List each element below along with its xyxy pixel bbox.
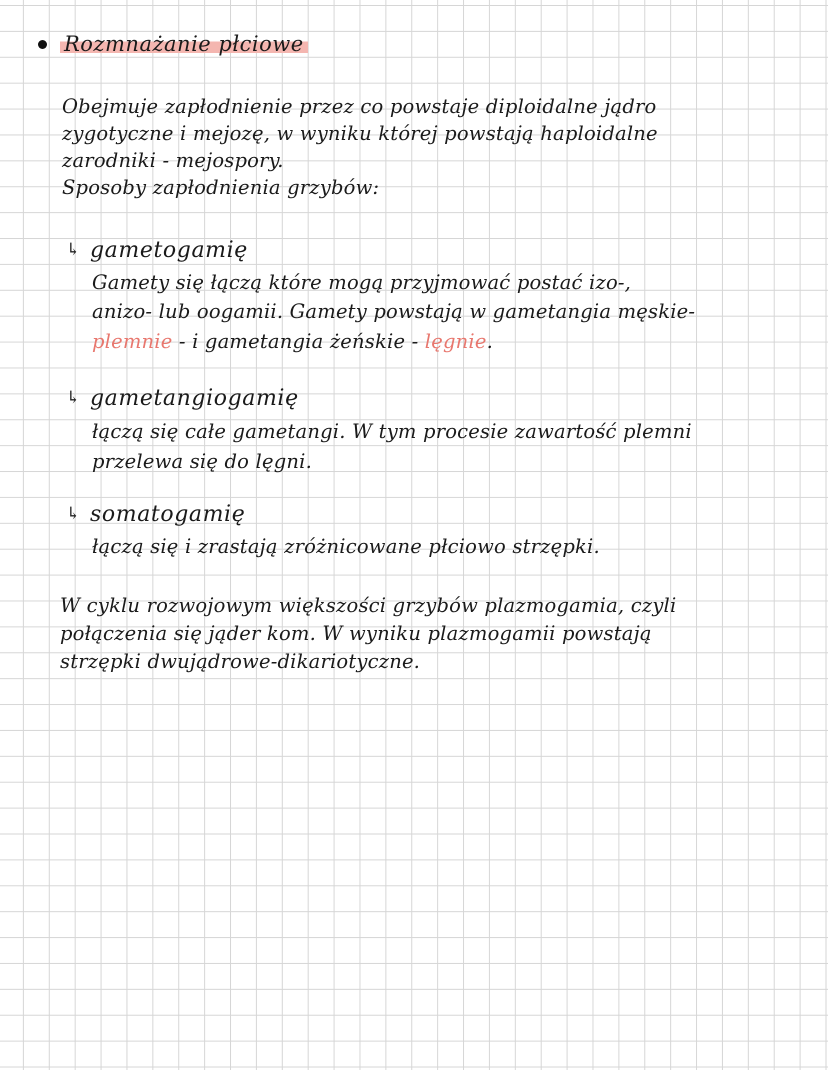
highlight-plemnie: plemnie xyxy=(92,330,173,353)
closing-line-3: strzępki dwujądrowe-dikariotyczne. xyxy=(60,650,421,673)
method-3-line-1: łączą się i zrastają zróżnicowane płciowo strzępki. xyxy=(92,535,600,558)
method-1-line-3 xyxy=(92,330,493,353)
method-1-line-1: Gamety się łączą które mogą przyjmować postać izo-, xyxy=(92,271,632,294)
bullet-icon xyxy=(38,40,47,49)
page-heading: Rozmnażanie płciowe xyxy=(60,32,308,56)
method-1-line-3-mid: - i gametangia żeńskie - xyxy=(172,330,425,353)
arrow-icon: ↳ xyxy=(66,504,81,524)
intro-line-4: Sposoby zapłodnienia grzybów: xyxy=(62,176,380,199)
arrow-icon: ↳ xyxy=(66,240,81,260)
method-3-title: somatogamię xyxy=(90,502,246,527)
method-1-line-2: anizo- lub oogamii. Gamety powstają w gametangia męskie- xyxy=(92,300,696,323)
closing-line-1: W cyklu rozwojowym większości grzybów plazmogamia, czyli xyxy=(60,594,677,617)
intro-line-1: Obejmuje zapłodnienie przez co powstaje diploidalne jądro xyxy=(62,95,657,118)
method-2-title: gametangiogamię xyxy=(90,386,299,411)
method-1-line-3-end: . xyxy=(486,330,493,353)
method-2-line-2: przelewa się do lęgni. xyxy=(92,450,312,473)
highlight-legnie: lęgnie xyxy=(424,330,487,353)
method-2-line-1: łączą się całe gametangi. W tym procesie zawartość plemni xyxy=(92,420,692,443)
method-1-title: gametogamię xyxy=(90,238,248,263)
intro-line-2: zygotyczne i mejozę, w wyniku której powstają haploidalne xyxy=(62,122,658,145)
arrow-icon: ↳ xyxy=(66,388,81,408)
intro-line-3: zarodniki - mejospory. xyxy=(62,149,284,172)
closing-line-2: połączenia się jąder kom. W wyniku plazmogamii powstają xyxy=(60,622,652,645)
